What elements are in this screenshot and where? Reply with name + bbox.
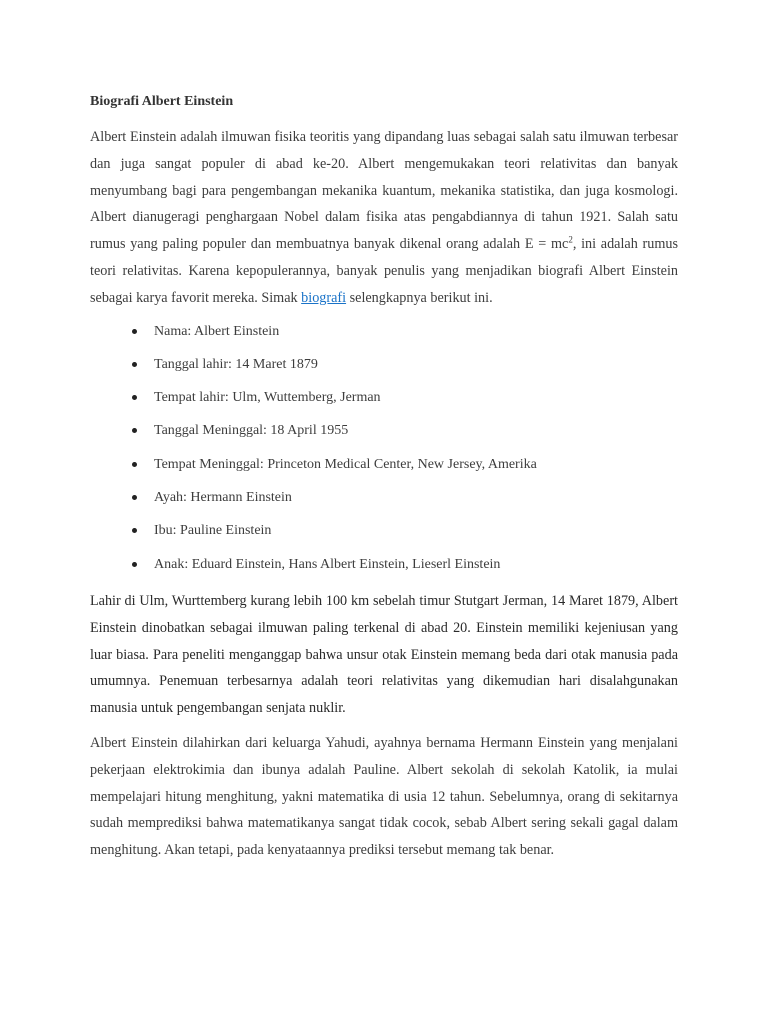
list-item [132, 455, 678, 475]
list-item-text: Tempat Meninggal: Princeton Medical Center, New Jersey, Amerika [154, 456, 537, 472]
list-item [132, 322, 678, 342]
superscript-two: 2 [568, 234, 573, 245]
list-item [132, 555, 678, 575]
list-item [132, 355, 678, 375]
list-item-text: Tanggal Meninggal: 18 April 1955 [154, 423, 349, 439]
list-item-text: Tanggal lahir: 14 Maret 1879 [154, 356, 318, 372]
list-item-text: Ayah: Hermann Einstein [154, 490, 292, 506]
birth-paragraph: Lahir di Ulm, Wurttemberg kurang lebih 100 km sebelah timur Stutgart Jerman, 14 Maret 1879, Albert Einstein dinobatkan sebagai ilmuwan paling terkenal di abad 20. Einstein memiliki kejeniusan yang luar biasa. Para peneliti menganggap bahwa unsur otak Einstein memang beda dari otak manusia pada umumnya. Penemuan terbesarnya adalah teori relativitas yang dikemudian hari disalahgunakan manusia untuk pengembangan senjata nuklir. [90, 592, 678, 717]
bullet-icon [132, 562, 137, 567]
list-item [132, 488, 678, 508]
list-item-text: Tempat lahir: Ulm, Wuttemberg, Jerman [154, 390, 381, 406]
intro-text-end: selengkapnya berikut ini. [346, 289, 493, 306]
intro-text-start: Albert Einstein adalah ilmuwan fisika teoritis yang dipandang luas sebagai salah satu ilmuwan terbesar dan juga sangat populer di abad ke-20. Albert mengemukakan teori relativitas dan banyak menyumbang bagi para pengembangan mekanika kuantum, mekanika statistika, dan juga kosmologi. Albert dianugeragi penghargaan Nobel dalam fisika atas pengabdiannya di tahun 1921. Salah satu rumus yang paling populer dan membuatnya banyak dikenal orang adalah E = mc [90, 129, 678, 253]
bullet-icon [132, 428, 137, 433]
list-item [132, 388, 678, 408]
intro-text-middle: , ini adalah rumus teori relativitas. Karena kepopulerannya, banyak penulis yang menjadikan biografi Albert Einstein sebagai karya favorit mereka. Simak [90, 236, 678, 306]
bullet-icon [132, 395, 137, 400]
list-item-text: Anak: Eduard Einstein, Hans Albert Einstein, Lieserl Einstein [154, 556, 501, 572]
list-item [132, 421, 678, 441]
intro-paragraph [90, 124, 678, 312]
bullet-icon [132, 462, 137, 467]
bullet-icon [132, 495, 137, 500]
bullet-icon [132, 362, 137, 367]
list-item-text: Ibu: Pauline Einstein [154, 523, 272, 539]
facts-list [90, 322, 678, 575]
document-title: Biografi Albert Einstein [90, 94, 234, 109]
list-item-text: Nama: Albert Einstein [154, 323, 280, 339]
document-page [90, 92, 678, 864]
bullet-icon [132, 528, 137, 533]
family-paragraph: Albert Einstein dilahirkan dari keluarga Yahudi, ayahnya bernama Hermann Einstein yang menjalani pekerjaan elektrokimia dan ibunya adalah Pauline. Albert sekolah di sekolah Katolik, ia mulai mempelajari hitung menghitung, yakni matematika di usia 12 tahun. Sebelumnya, orang di sekitarnya sudah memprediksi bahwa matematikanya sangat tidak cocok, sebab Albert sering sekali gagal dalam menghitung. Akan tetapi, pada kenyataannya prediksi tersebut memang tak benar. [90, 734, 678, 859]
list-item [132, 521, 678, 541]
biografi-link[interactable]: biografi [301, 289, 347, 306]
bullet-icon [132, 329, 137, 334]
